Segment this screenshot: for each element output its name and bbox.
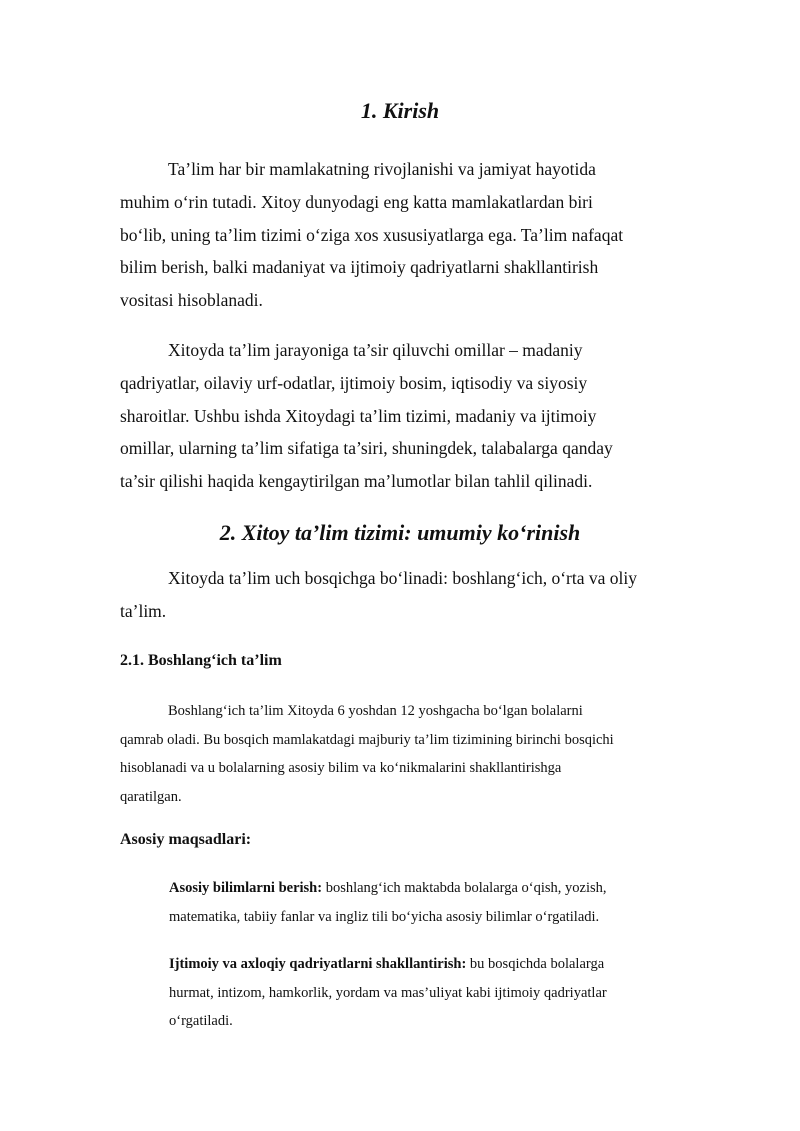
text-line: ta’lim. [120, 600, 167, 621]
goal-text: boshlangʻich maktabda bolalarga oʻqish, yozish, [322, 880, 607, 896]
text-line: bilim berish, balki madaniyat va ijtimoiy qadriyatlarni shakllantirish [120, 257, 599, 278]
goal-term: Asosiy bilimlarni berish: [169, 880, 323, 896]
text-line: boʻlib, uning ta’lim tizimi oʻziga xos xususiyatlarga ega. Ta’lim nafaqat [120, 224, 624, 245]
goal-term: Ijtimoiy va axloqiy qadriyatlarni shakllantirish: [169, 956, 467, 972]
goals-title: Asosiy maqsadlari: [120, 831, 252, 848]
text-line: omillar, ularning ta’lim sifatiga ta’siri, shuningdek, talabalarga qanday [120, 438, 613, 459]
intro-paragraph-1 [120, 153, 700, 317]
text-line: muhim oʻrin tutadi. Xitoy dunyodagi eng katta mamlakatlardan biri [120, 191, 593, 212]
text-line: Ta’lim har bir mamlakatning rivojlanishi va jamiyat hayotida [168, 159, 596, 179]
goal-item-1 [120, 874, 700, 931]
goal-line [120, 874, 700, 903]
goal-item-2 [120, 950, 700, 1036]
primary-paragraph [120, 697, 700, 811]
goal-line: matematika, tabiiy fanlar va ingliz tili boʻyicha asosiy bilimlar oʻrgatiladi. [169, 908, 600, 925]
goal-line [120, 950, 700, 979]
text-line: qadriyatlar, oilaviy urf-odatlar, ijtimoiy bosim, iqtisodiy va siyosiy [120, 372, 588, 393]
text-line: Xitoyda ta’lim uch bosqichga boʻlinadi: boshlangʻich, oʻrta va oliy [168, 568, 637, 588]
goal-line: hurmat, intizom, hamkorlik, yordam va mas’uliyat kabi ijtimoiy qadriyatlar [169, 984, 607, 1001]
intro-paragraph-2 [120, 334, 700, 498]
section-title-intro: 1. Kirish [360, 98, 440, 123]
text-line: qaratilgan. [120, 788, 182, 805]
text-line: qamrab oladi. Bu bosqich mamlakatdagi majburiy ta’lim tizimining birinchi bosqichi [120, 731, 614, 748]
overview-paragraph [120, 562, 700, 628]
text-line: sharoitlar. Ushbu ishda Xitoydagi ta’lim tizimi, madaniy va ijtimoiy [120, 405, 597, 426]
subsection-title-primary: 2.1. Boshlangʻich ta’lim [120, 652, 282, 669]
text-line: hisoblanadi va u bolalarning asosiy bilim va koʻnikmalarini shakllantirishga [120, 760, 562, 776]
goal-line: oʻrgatiladi. [169, 1013, 233, 1029]
text-line: vositasi hisoblanadi. [120, 290, 263, 311]
section-title-overview: 2. Xitoy ta’lim tizimi: umumiy koʻrinish [219, 520, 581, 545]
goal-text: bu bosqichda bolalarga [466, 956, 605, 972]
text-line: ta’sir qilishi haqida kengaytirilgan ma’lumotlar bilan tahlil qilinadi. [120, 471, 593, 492]
text-line: Xitoyda ta’lim jarayoniga ta’sir qiluvchi omillar – madaniy [168, 340, 583, 360]
text-line: Boshlangʻich ta’lim Xitoyda 6 yoshdan 12 yoshgacha boʻlgan bolalarni [168, 703, 583, 719]
